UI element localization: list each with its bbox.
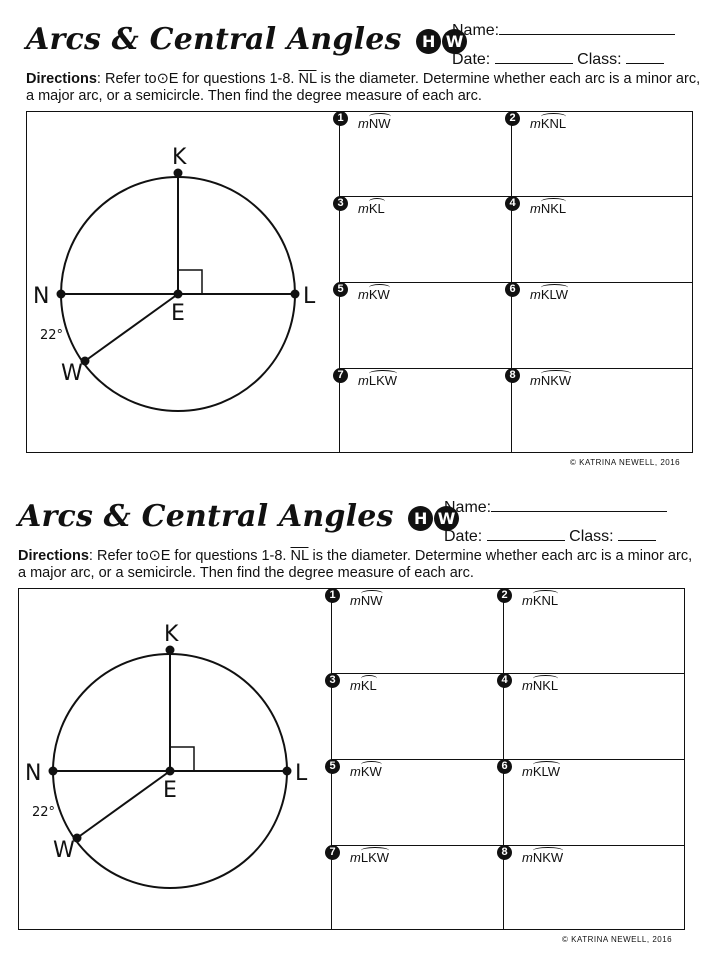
right-angle-mark <box>178 270 202 294</box>
arc-name: NKW <box>532 850 564 865</box>
question-grid <box>339 112 693 452</box>
directions-lead: Directions <box>18 548 89 564</box>
worksheet-title <box>18 499 459 534</box>
label-n: N <box>25 761 42 786</box>
angle-label: 22° <box>40 328 64 343</box>
arc-measure-label <box>522 593 558 608</box>
question-number: 8 <box>497 845 512 860</box>
measure-prefix: m <box>358 116 369 131</box>
directions <box>18 548 698 582</box>
measure-prefix: m <box>530 201 541 216</box>
class-label: Class: <box>577 51 622 68</box>
directions-part1: : Refer to <box>96 71 157 87</box>
question-cell[interactable] <box>339 368 511 452</box>
arc-name: NW <box>368 116 391 131</box>
arc-measure-label <box>358 201 385 216</box>
circle-diagram <box>27 112 339 452</box>
arc-measure-label <box>358 287 390 302</box>
arc-name: KW <box>368 287 390 302</box>
question-grid <box>331 589 685 929</box>
measure-prefix: m <box>350 593 361 608</box>
arc-measure-label <box>530 201 566 216</box>
hw-badge-w: W <box>434 506 459 531</box>
arc-measure-label <box>522 764 560 779</box>
question-number: 6 <box>497 759 512 774</box>
arc-name: KL <box>368 201 385 216</box>
question-number: 7 <box>333 368 348 383</box>
circle-symbol: ⊙ <box>148 548 161 564</box>
label-n: N <box>33 284 50 309</box>
question-cell[interactable] <box>331 589 503 673</box>
radius-ew <box>77 771 170 838</box>
question-number: 1 <box>333 111 348 126</box>
question-number: 6 <box>505 282 520 297</box>
question-number: 4 <box>505 196 520 211</box>
question-cell[interactable] <box>331 673 503 759</box>
date-label: Date: <box>452 51 491 68</box>
question-cell[interactable] <box>511 282 693 368</box>
measure-prefix: m <box>522 764 533 779</box>
question-number: 5 <box>333 282 348 297</box>
date-blank[interactable] <box>495 49 573 64</box>
arc-name: NKL <box>532 678 559 693</box>
circle-diagram <box>19 589 331 929</box>
name-field <box>452 20 675 40</box>
point-l <box>291 290 300 299</box>
question-cell[interactable] <box>503 759 685 845</box>
measure-prefix: m <box>522 593 533 608</box>
radius-ew <box>85 294 178 361</box>
class-blank[interactable] <box>618 526 656 541</box>
directions <box>26 71 706 105</box>
question-cell[interactable] <box>511 112 693 196</box>
measure-prefix: m <box>530 373 541 388</box>
question-cell[interactable] <box>511 196 693 282</box>
measure-prefix: m <box>350 678 361 693</box>
arc-measure-label <box>530 116 566 131</box>
directions-part2: E for questions 1-8. <box>168 71 295 87</box>
arc-measure-label <box>350 764 382 779</box>
question-cell[interactable] <box>331 759 503 845</box>
question-cell[interactable] <box>339 282 511 368</box>
title-text: Arcs & Central Angles <box>26 22 402 57</box>
label-l: L <box>295 761 308 786</box>
arc-name: LKW <box>368 373 398 388</box>
arc-measure-label <box>350 593 383 608</box>
name-blank[interactable] <box>499 20 675 35</box>
directions-part3: is the diameter. Determine whether each arc is a minor arc, a major arc, or a semicircle. Then find the degree measure of each arc. <box>18 548 693 581</box>
arc-name: KL <box>360 678 377 693</box>
name-field <box>444 497 667 517</box>
question-cell[interactable] <box>339 112 511 196</box>
question-number: 3 <box>325 673 340 688</box>
name-blank[interactable] <box>491 497 667 512</box>
worksheet-title <box>26 22 467 57</box>
circle-symbol: ⊙ <box>156 71 169 87</box>
question-cell[interactable] <box>331 845 503 929</box>
arc-name: KLW <box>532 764 561 779</box>
directions-part3: is the diameter. Determine whether each arc is a minor arc, a major arc, or a semicircle. Then find the degree measure of each arc. <box>26 71 701 104</box>
question-number: 1 <box>325 588 340 603</box>
point-e <box>174 290 183 299</box>
date-class-field <box>444 526 656 546</box>
point-n <box>57 290 66 299</box>
question-number: 8 <box>505 368 520 383</box>
measure-prefix: m <box>358 201 369 216</box>
question-number: 2 <box>505 111 520 126</box>
measure-prefix: m <box>358 373 369 388</box>
hw-badge-w: W <box>442 29 467 54</box>
question-number: 5 <box>325 759 340 774</box>
arc-measure-label <box>350 678 377 693</box>
question-cell[interactable] <box>511 368 693 452</box>
label-k: K <box>164 622 179 647</box>
arc-measure-label <box>530 373 571 388</box>
arc-name: NW <box>360 593 383 608</box>
question-cell[interactable] <box>503 673 685 759</box>
label-l: L <box>303 284 316 309</box>
directions-part2: E for questions 1-8. <box>160 548 287 564</box>
arc-measure-label <box>350 850 389 865</box>
measure-prefix: m <box>530 116 541 131</box>
label-k: K <box>172 145 187 170</box>
worksheet-box <box>18 588 685 930</box>
hw-badge-h: H <box>416 29 441 54</box>
question-cell[interactable] <box>339 196 511 282</box>
title-text: Arcs & Central Angles <box>18 499 394 534</box>
arc-name: KW <box>360 764 382 779</box>
label-e: E <box>171 301 185 326</box>
copyright: © KATRINA NEWELL, 2016 <box>562 935 673 944</box>
arc-measure-label <box>530 287 568 302</box>
directions-part1: : Refer to <box>88 548 149 564</box>
arc-name: KNL <box>540 116 567 131</box>
arc-name: KLW <box>540 287 569 302</box>
arc-measure-label <box>358 373 397 388</box>
class-label: Class: <box>569 528 614 545</box>
copyright: © KATRINA NEWELL, 2016 <box>570 458 681 467</box>
measure-prefix: m <box>522 850 533 865</box>
measure-prefix: m <box>350 850 361 865</box>
arc-measure-label <box>358 116 391 131</box>
label-w: W <box>53 838 75 863</box>
measure-prefix: m <box>358 287 369 302</box>
measure-prefix: m <box>530 287 541 302</box>
worksheet-box <box>26 111 693 453</box>
question-cell[interactable] <box>503 845 685 929</box>
point-n <box>49 767 58 776</box>
date-label: Date: <box>444 528 483 545</box>
label-e: E <box>163 778 177 803</box>
arc-measure-label <box>522 678 558 693</box>
arc-name: KNL <box>532 593 559 608</box>
question-cell[interactable] <box>503 589 685 673</box>
arc-name: NKW <box>540 373 572 388</box>
point-e <box>166 767 175 776</box>
label-w: W <box>61 361 83 386</box>
measure-prefix: m <box>350 764 361 779</box>
hw-badge-h: H <box>408 506 433 531</box>
name-label: Name: <box>444 499 492 516</box>
question-number: 2 <box>497 588 512 603</box>
arc-measure-label <box>522 850 563 865</box>
right-angle-mark <box>170 747 194 771</box>
worksheet-bottom <box>0 480 720 960</box>
name-label: Name: <box>452 22 500 39</box>
question-number: 7 <box>325 845 340 860</box>
diameter-label: $\overline{NL}$ <box>290 548 309 564</box>
question-number: 4 <box>497 673 512 688</box>
arc-name: NKL <box>540 201 567 216</box>
measure-prefix: m <box>522 678 533 693</box>
date-class-field <box>452 49 664 69</box>
date-blank[interactable] <box>487 526 565 541</box>
diameter-label: $\overline{NL}$ <box>298 71 317 87</box>
class-blank[interactable] <box>626 49 664 64</box>
directions-lead: Directions <box>26 71 97 87</box>
arc-name: LKW <box>360 850 390 865</box>
point-l <box>283 767 292 776</box>
angle-label: 22° <box>32 805 56 820</box>
question-number: 3 <box>333 196 348 211</box>
